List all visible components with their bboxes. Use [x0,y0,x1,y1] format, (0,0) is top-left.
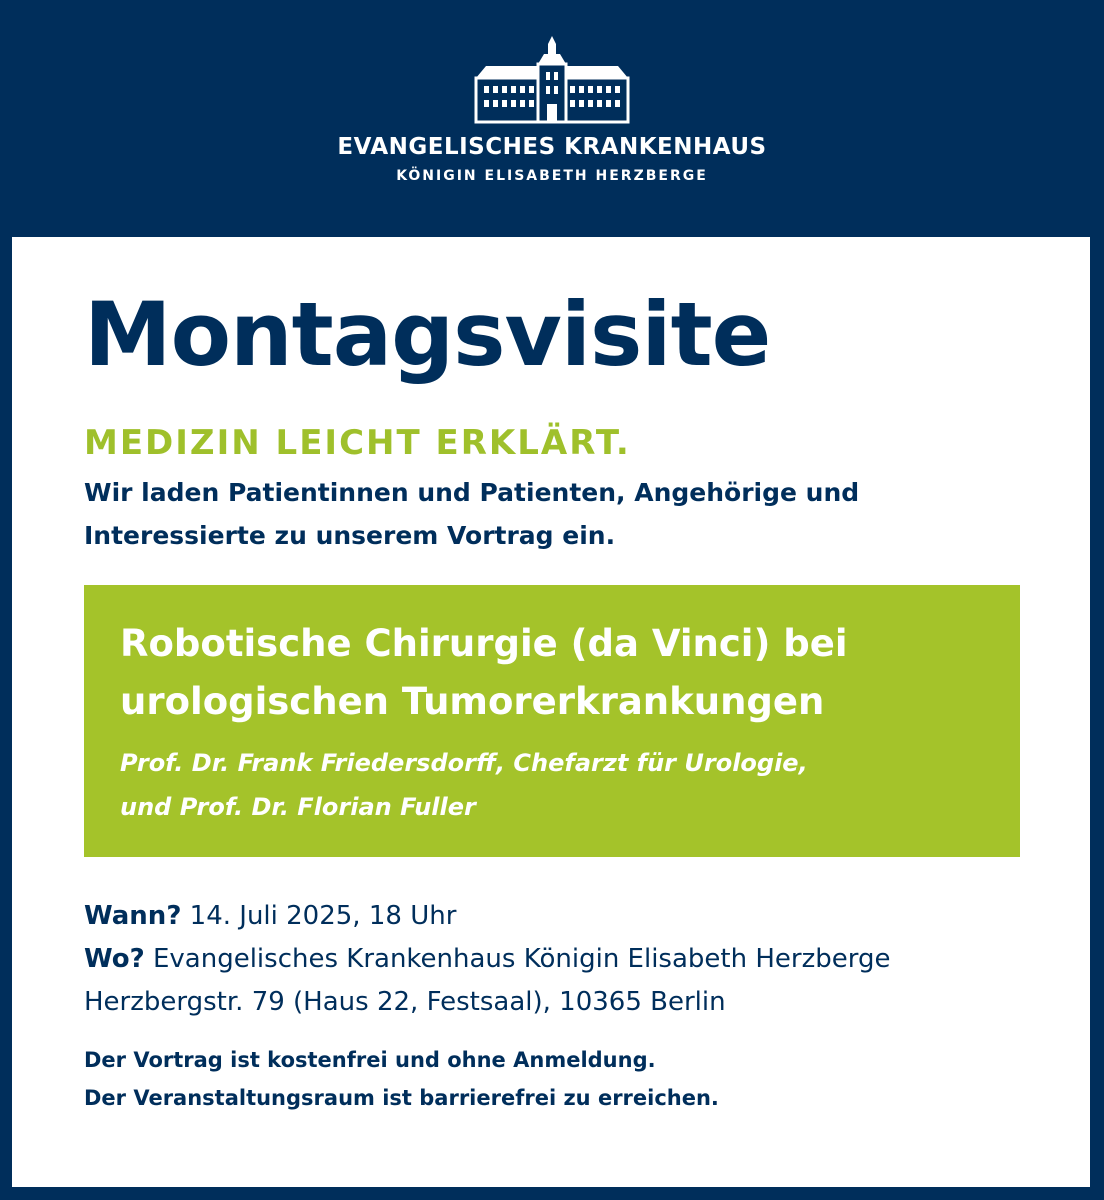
topic-title [120,615,848,731]
intro-line: Wir laden Patientinnen und Patienten, Angehörige und [84,478,860,507]
note-line: Der Veranstaltungsraum ist barrierefrei zu erreichen. [84,1086,719,1110]
org-name: EVANGELISCHES KRANKENHAUS [337,134,767,160]
speaker-line: und Prof. Dr. Florian Fuller [120,793,476,821]
intro-text [84,471,984,557]
tagline: MEDIZIN LEICHT ERKLÄRT. [84,423,631,463]
topic-title-line: urologischen Tumorerkrankungen [120,680,825,723]
event-details [84,895,890,1024]
where-value: Evangelisches Krankenhaus Königin Elisabeth Herzberge [152,944,891,974]
where-row [84,938,890,981]
hospital-building-icon [472,34,632,126]
topic-title-line: Robotische Chirurgie (da Vinci) bei [120,622,848,665]
page-title: Montagsvisite [84,283,771,386]
speakers [120,741,808,829]
when-value: 14. Juli 2025, 18 Uhr [189,901,457,931]
content-card [12,237,1090,1187]
intro-line: Interessierte zu unserem Vortrag ein. [84,521,616,550]
notes [84,1041,719,1117]
speaker-line: Prof. Dr. Frank Friedersdorff, Chefarzt für Urologie, [120,749,808,777]
when-row [84,895,890,938]
note-line: Der Vortrag ist kostenfrei und ohne Anmeldung. [84,1048,656,1072]
address: Herzbergstr. 79 (Haus 22, Festsaal), 10365 Berlin [84,987,726,1017]
when-label: Wann? [84,901,182,931]
header [0,0,1104,236]
where-label: Wo? [84,944,145,974]
topic-box [84,585,1020,857]
org-subtitle: KÖNIGIN ELISABETH HERZBERGE [396,168,708,184]
